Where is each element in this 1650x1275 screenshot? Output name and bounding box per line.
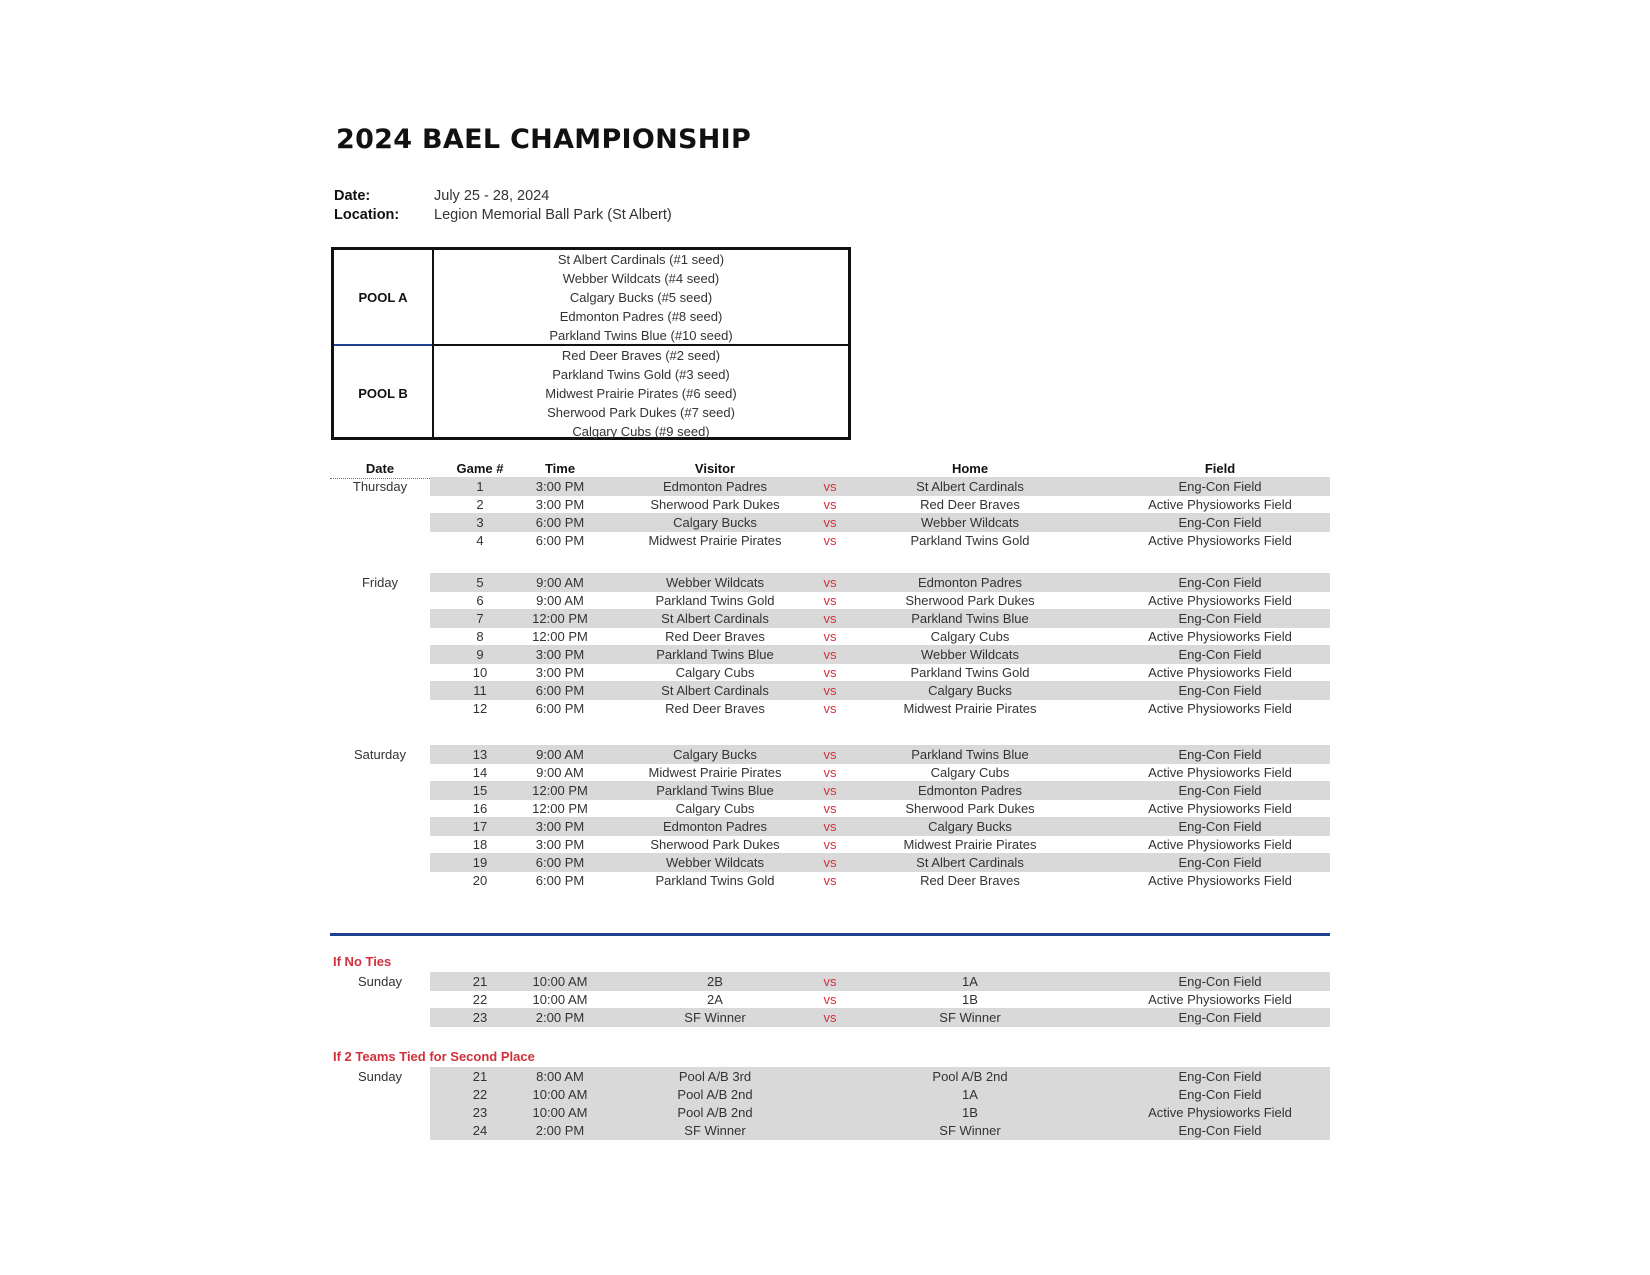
- game-time: 6:00 PM: [535, 701, 585, 716]
- table-row: [330, 817, 1330, 836]
- field-name: Active Physioworks Field: [1148, 593, 1292, 608]
- field-name: Active Physioworks Field: [1148, 1105, 1292, 1120]
- vs-label: vs: [823, 765, 837, 780]
- game-time: 6:00 PM: [535, 533, 585, 548]
- visitor-team: SF Winner: [684, 1010, 746, 1025]
- visitor-team: Calgary Cubs: [675, 665, 755, 680]
- home-team: Pool A/B 2nd: [932, 1069, 1008, 1084]
- vs-label: vs: [823, 747, 837, 762]
- game-number: 22: [472, 1087, 488, 1102]
- home-team: Calgary Bucks: [928, 683, 1012, 698]
- home-team: Parkland Twins Gold: [910, 533, 1030, 548]
- game-number: 20: [472, 873, 488, 888]
- visitor-team: Pool A/B 3rd: [678, 1069, 752, 1084]
- visitor-team: Webber Wildcats: [665, 575, 764, 590]
- pool-team: St Albert Cardinals (#1 seed): [557, 252, 725, 267]
- pool-b: [334, 346, 848, 440]
- game-time: 6:00 PM: [535, 683, 585, 698]
- visitor-team: Calgary Cubs: [675, 801, 755, 816]
- visitor-team: Pool A/B 2nd: [677, 1087, 753, 1102]
- game-time: 3:00 PM: [535, 837, 585, 852]
- home-team: Parkland Twins Blue: [911, 747, 1029, 762]
- visitor-team: Sherwood Park Dukes: [650, 497, 780, 512]
- game-number: 21: [472, 1069, 488, 1084]
- game-number: 12: [472, 701, 488, 716]
- vs-label: vs: [823, 479, 837, 494]
- pool-teams: [434, 346, 848, 440]
- visitor-team: Red Deer Braves: [665, 701, 765, 716]
- game-time: 12:00 PM: [532, 783, 588, 798]
- game-number: 2: [476, 497, 484, 512]
- visitor-team: Calgary Bucks: [673, 747, 757, 762]
- game-time: 12:00 PM: [532, 801, 588, 816]
- table-row: [330, 799, 1330, 818]
- game-time: 9:00 AM: [536, 747, 584, 762]
- header-date: Date: [365, 461, 395, 476]
- home-team: Webber Wildcats: [920, 647, 1019, 662]
- vs-label: vs: [823, 701, 837, 716]
- tied-title: If 2 Teams Tied for Second Place: [333, 1049, 535, 1064]
- visitor-team: Edmonton Padres: [662, 819, 768, 834]
- home-team: 1A: [962, 1087, 978, 1102]
- no-ties-title: If No Ties: [333, 954, 392, 969]
- pool-team: Parkland Twins Blue (#10 seed): [549, 328, 733, 343]
- game-time: 12:00 PM: [532, 629, 588, 644]
- pool-a: [334, 250, 848, 346]
- day-label-thursday: Thursday: [352, 479, 408, 494]
- game-number: 15: [472, 783, 488, 798]
- home-team: Calgary Cubs: [930, 629, 1010, 644]
- table-row: [330, 972, 1330, 991]
- vs-label: vs: [823, 974, 837, 989]
- game-time: 2:00 PM: [535, 1123, 585, 1138]
- home-team: SF Winner: [939, 1010, 1001, 1025]
- game-number: 5: [476, 575, 484, 590]
- game-time: 6:00 PM: [535, 515, 585, 530]
- table-row: [330, 1121, 1330, 1140]
- field-name: Eng-Con Field: [1178, 1010, 1262, 1025]
- pool-team: Calgary Bucks (#5 seed): [569, 290, 713, 305]
- vs-label: vs: [823, 533, 837, 548]
- home-team: St Albert Cardinals: [916, 479, 1024, 494]
- table-row: [330, 699, 1330, 718]
- table-row: [330, 1067, 1330, 1086]
- visitor-team: Midwest Prairie Pirates: [648, 765, 782, 780]
- field-name: Active Physioworks Field: [1148, 837, 1292, 852]
- header-field: Field: [1204, 461, 1236, 476]
- game-time: 3:00 PM: [535, 647, 585, 662]
- visitor-team: 2A: [707, 992, 723, 1007]
- pool-team: Edmonton Padres (#8 seed): [559, 309, 723, 324]
- pool-team: Webber Wildcats (#4 seed): [562, 271, 720, 286]
- game-number: 16: [472, 801, 488, 816]
- visitor-team: Sherwood Park Dukes: [650, 837, 780, 852]
- field-name: Eng-Con Field: [1178, 819, 1262, 834]
- game-time: 10:00 AM: [532, 974, 588, 989]
- table-row: [330, 531, 1330, 550]
- field-name: Eng-Con Field: [1178, 747, 1262, 762]
- pool-name: POOL A: [334, 250, 434, 344]
- field-name: Active Physioworks Field: [1148, 701, 1292, 716]
- home-team: Sherwood Park Dukes: [905, 593, 1035, 608]
- vs-label: vs: [823, 647, 837, 662]
- table-row: [330, 573, 1330, 592]
- field-name: Eng-Con Field: [1178, 479, 1262, 494]
- vs-label: vs: [823, 819, 837, 834]
- visitor-team: Red Deer Braves: [665, 629, 765, 644]
- game-time: 3:00 PM: [535, 819, 585, 834]
- game-number: 18: [472, 837, 488, 852]
- field-name: Eng-Con Field: [1178, 683, 1262, 698]
- game-time: 10:00 AM: [532, 1087, 588, 1102]
- header-visitor: Visitor: [694, 461, 736, 476]
- visitor-team: Pool A/B 2nd: [677, 1105, 753, 1120]
- table-row: [330, 1008, 1330, 1027]
- game-time: 10:00 AM: [532, 1105, 588, 1120]
- visitor-team: Webber Wildcats: [665, 855, 764, 870]
- home-team: Edmonton Padres: [917, 783, 1023, 798]
- home-team: 1B: [962, 1105, 978, 1120]
- game-number: 14: [472, 765, 488, 780]
- pool-team: Red Deer Braves (#2 seed): [561, 348, 721, 363]
- game-number: 23: [472, 1105, 488, 1120]
- table-row: [330, 513, 1330, 532]
- game-time: 12:00 PM: [532, 611, 588, 626]
- home-team: 1B: [962, 992, 978, 1007]
- vs-label: vs: [823, 992, 837, 1007]
- game-number: 4: [476, 533, 484, 548]
- field-name: Active Physioworks Field: [1148, 765, 1292, 780]
- table-row: [330, 853, 1330, 872]
- field-name: Eng-Con Field: [1178, 575, 1262, 590]
- home-team: Red Deer Braves: [920, 873, 1020, 888]
- game-number: 22: [472, 992, 488, 1007]
- table-row: [330, 609, 1330, 628]
- home-team: 1A: [962, 974, 978, 989]
- game-number: 13: [472, 747, 488, 762]
- home-team: Parkland Twins Gold: [910, 665, 1030, 680]
- vs-label: vs: [823, 575, 837, 590]
- pool-name: POOL B: [334, 346, 434, 440]
- visitor-team: Calgary Bucks: [673, 515, 757, 530]
- visitor-team: Parkland Twins Gold: [655, 873, 775, 888]
- date-value: July 25 - 28, 2024: [434, 188, 550, 204]
- vs-label: vs: [823, 593, 837, 608]
- day-label-sunday: Sunday: [357, 974, 403, 989]
- day-label-saturday: Saturday: [353, 747, 407, 762]
- game-number: 7: [476, 611, 484, 626]
- field-name: Eng-Con Field: [1178, 783, 1262, 798]
- game-number: 23: [472, 1010, 488, 1025]
- vs-label: vs: [823, 515, 837, 530]
- page-title: 2024 BAEL CHAMPIONSHIP: [336, 124, 752, 155]
- header-time: Time: [544, 461, 576, 476]
- game-time: 9:00 AM: [536, 593, 584, 608]
- field-name: Active Physioworks Field: [1148, 629, 1292, 644]
- game-number: 9: [476, 647, 484, 662]
- home-team: Calgary Bucks: [928, 819, 1012, 834]
- game-number: 8: [476, 629, 484, 644]
- home-team: St Albert Cardinals: [916, 855, 1024, 870]
- location-value: Legion Memorial Ball Park (St Albert): [434, 207, 672, 223]
- visitor-team: Parkland Twins Blue: [656, 647, 774, 662]
- game-time: 3:00 PM: [535, 497, 585, 512]
- game-time: 6:00 PM: [535, 873, 585, 888]
- table-row: [330, 645, 1330, 664]
- field-name: Active Physioworks Field: [1148, 533, 1292, 548]
- game-number: 6: [476, 593, 484, 608]
- field-name: Eng-Con Field: [1178, 1087, 1262, 1102]
- visitor-team: Parkland Twins Gold: [655, 593, 775, 608]
- vs-label: vs: [823, 629, 837, 644]
- field-name: Active Physioworks Field: [1148, 992, 1292, 1007]
- header-home: Home: [951, 461, 989, 476]
- vs-label: vs: [823, 855, 837, 870]
- field-name: Active Physioworks Field: [1148, 497, 1292, 512]
- field-name: Eng-Con Field: [1178, 647, 1262, 662]
- location-label: Location:: [334, 207, 400, 223]
- table-row: [330, 591, 1330, 610]
- game-time: 3:00 PM: [535, 665, 585, 680]
- field-name: Eng-Con Field: [1178, 974, 1262, 989]
- vs-label: vs: [823, 837, 837, 852]
- home-team: Midwest Prairie Pirates: [903, 837, 1037, 852]
- vs-label: vs: [823, 873, 837, 888]
- visitor-team: St Albert Cardinals: [661, 611, 769, 626]
- visitor-team: Midwest Prairie Pirates: [648, 533, 782, 548]
- vs-label: vs: [823, 683, 837, 698]
- table-row: [330, 1103, 1330, 1122]
- field-name: Active Physioworks Field: [1148, 873, 1292, 888]
- game-number: 10: [472, 665, 488, 680]
- game-time: 2:00 PM: [535, 1010, 585, 1025]
- home-team: Sherwood Park Dukes: [905, 801, 1035, 816]
- table-row: [330, 781, 1330, 800]
- game-number: 11: [473, 683, 487, 698]
- game-number: 19: [472, 855, 488, 870]
- game-number: 17: [472, 819, 488, 834]
- pool-team: Sherwood Park Dukes (#7 seed): [547, 405, 735, 420]
- vs-label: vs: [823, 801, 837, 816]
- game-time: 9:00 AM: [536, 765, 584, 780]
- pools-table: [331, 247, 851, 440]
- game-time: 10:00 AM: [532, 992, 588, 1007]
- table-row: [330, 990, 1330, 1009]
- game-time: 9:00 AM: [536, 575, 584, 590]
- pool-teams: [434, 250, 848, 344]
- field-name: Eng-Con Field: [1178, 1123, 1262, 1138]
- pool-team: Calgary Cubs (#9 seed): [572, 424, 710, 439]
- home-team: SF Winner: [939, 1123, 1001, 1138]
- table-row: [330, 627, 1330, 646]
- vs-label: vs: [823, 611, 837, 626]
- game-time: 8:00 AM: [536, 1069, 584, 1084]
- table-row: [330, 495, 1330, 514]
- game-number: 24: [472, 1123, 488, 1138]
- table-row: [330, 681, 1330, 700]
- day-label-friday: Friday: [361, 575, 399, 590]
- game-time: 6:00 PM: [535, 855, 585, 870]
- table-row: [330, 1085, 1330, 1104]
- visitor-team: St Albert Cardinals: [661, 683, 769, 698]
- field-name: Active Physioworks Field: [1148, 801, 1292, 816]
- table-row: [330, 763, 1330, 782]
- field-name: Eng-Con Field: [1178, 855, 1262, 870]
- game-number: 3: [476, 515, 484, 530]
- vs-label: vs: [823, 665, 837, 680]
- pool-team: Midwest Prairie Pirates (#6 seed): [545, 386, 737, 401]
- table-row: [330, 835, 1330, 854]
- game-number: 1: [476, 479, 484, 494]
- vs-label: vs: [823, 783, 837, 798]
- game-time: 3:00 PM: [535, 479, 585, 494]
- home-team: Midwest Prairie Pirates: [903, 701, 1037, 716]
- field-name: Eng-Con Field: [1178, 611, 1262, 626]
- visitor-team: Parkland Twins Blue: [656, 783, 774, 798]
- visitor-team: SF Winner: [684, 1123, 746, 1138]
- pool-team: Parkland Twins Gold (#3 seed): [552, 367, 730, 382]
- home-team: Red Deer Braves: [920, 497, 1020, 512]
- vs-label: vs: [823, 497, 837, 512]
- visitor-team: 2B: [707, 974, 723, 989]
- field-name: Active Physioworks Field: [1148, 665, 1292, 680]
- game-number: 21: [472, 974, 488, 989]
- vs-label: vs: [823, 1010, 837, 1025]
- home-team: Webber Wildcats: [920, 515, 1019, 530]
- home-team: Edmonton Padres: [917, 575, 1023, 590]
- day-label-sunday: Sunday: [357, 1069, 403, 1084]
- table-row: [330, 745, 1330, 764]
- home-team: Parkland Twins Blue: [911, 611, 1029, 626]
- visitor-team: Edmonton Padres: [662, 479, 768, 494]
- table-row: [330, 477, 1330, 496]
- table-row: [330, 871, 1330, 890]
- field-name: Eng-Con Field: [1178, 515, 1262, 530]
- field-name: Eng-Con Field: [1178, 1069, 1262, 1084]
- date-label: Date:: [334, 188, 371, 204]
- home-team: Calgary Cubs: [930, 765, 1010, 780]
- header-game: Game #: [456, 461, 504, 476]
- section-divider: [330, 933, 1330, 936]
- table-row: [330, 663, 1330, 682]
